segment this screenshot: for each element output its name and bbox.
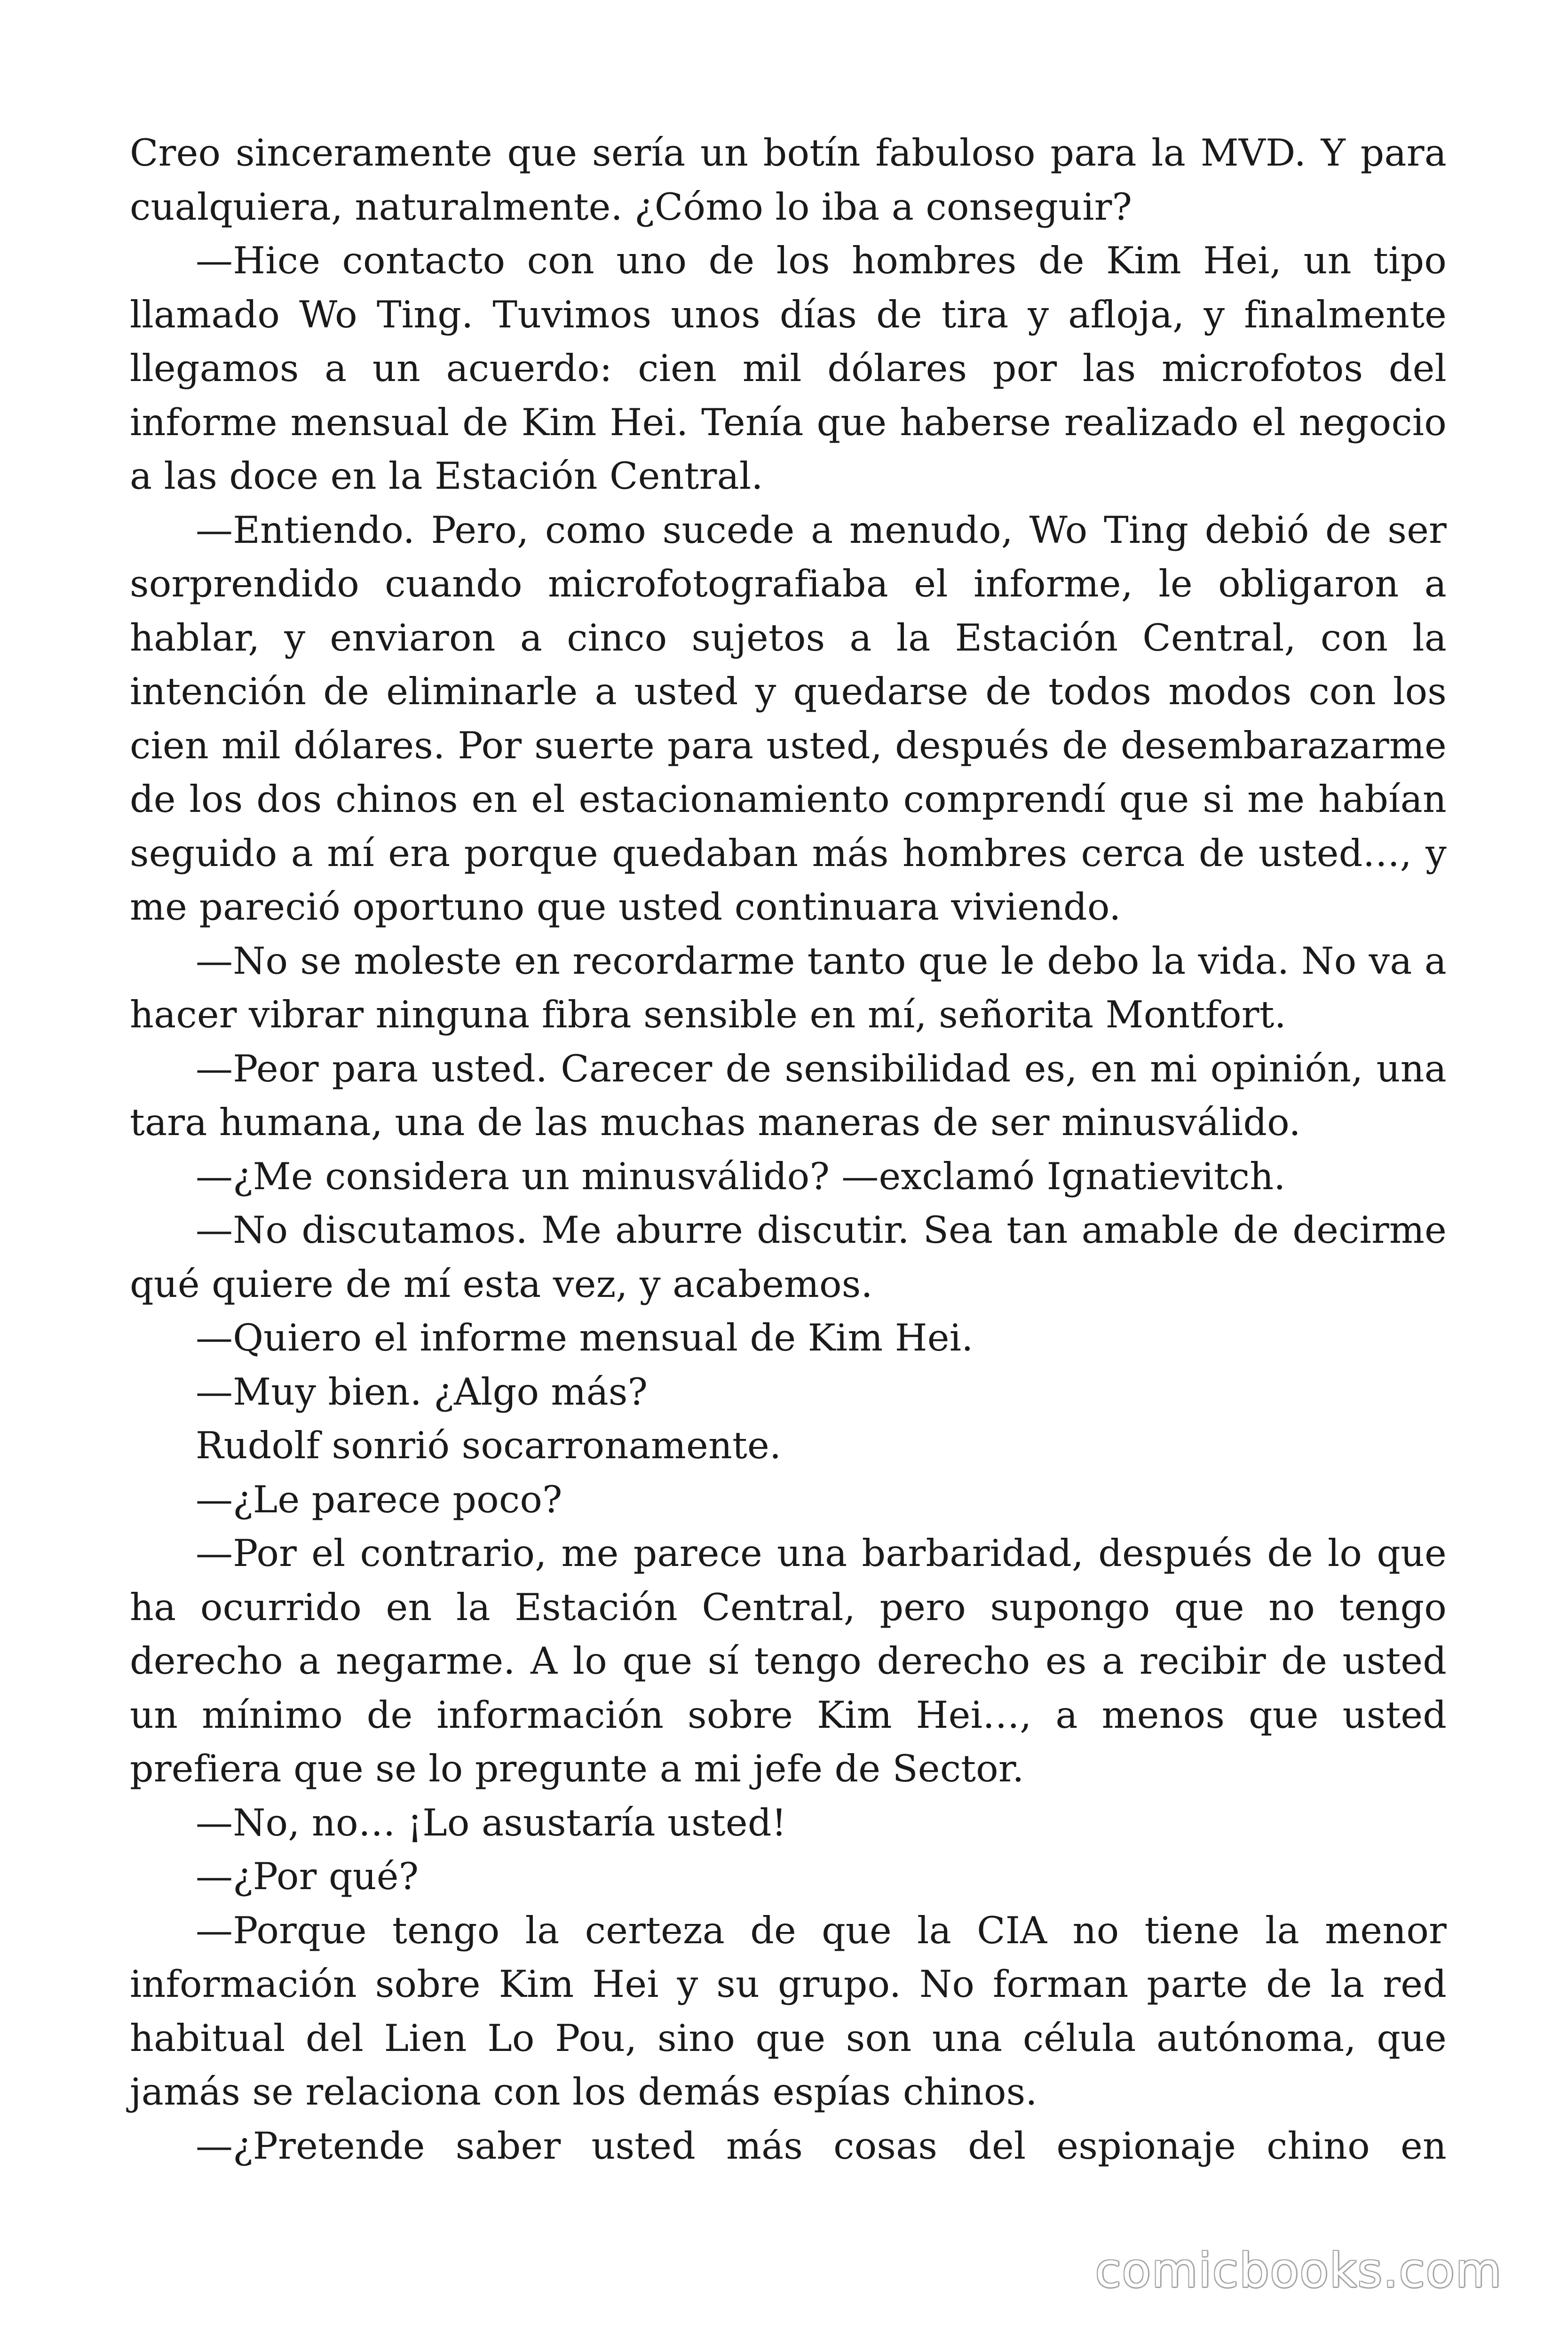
paragraph: —Por el contrario, me parece una barbaridad, después de lo que ha ocurrido en la Estación Central, pero supongo que no tengo derecho a negarme. A lo que sí tengo derecho es a recibir de usted un mínimo de información sobre Kim Hei…, a menos que usted prefiera que se lo pregunte a mi jefe de Sector.: [130, 1532, 1447, 1790]
page-body: [130, 126, 1447, 2173]
watermark: comicbooks.com: [1095, 2243, 1502, 2298]
paragraph: —No se moleste en recordarme tanto que le debo la vida. No va a hacer vibrar ninguna fibra sensible en mí, señorita Montfort.: [130, 939, 1447, 1036]
paragraph: —Hice contacto con uno de los hombres de Kim Hei, un tipo llamado Wo Ting. Tuvimos unos días de tira y afloja, y finalmente llegamos a un acuerdo: cien mil dólares por las microfotos del informe mensual de Kim Hei. Tenía que haberse realizado el negocio a las doce en la Estación Central.: [130, 239, 1447, 498]
paragraph: —¿Pretende saber usted más cosas del espionaje chino en: [196, 2124, 1447, 2168]
paragraph: —No discutamos. Me aburre discutir. Sea tan amable de decirme qué quiere de mí esta vez, y acabemos.: [130, 1208, 1447, 1306]
paragraph: —Muy bien. ¿Algo más?: [196, 1370, 648, 1414]
paragraph: —Peor para usted. Carecer de sensibilidad es, en mi opinión, una tara humana, una de las muchas maneras de ser minusválido.: [130, 1047, 1447, 1144]
paragraph: —Quiero el informe mensual de Kim Hei.: [196, 1316, 974, 1359]
paragraph: —Porque tengo la certeza de que la CIA no tiene la menor información sobre Kim Hei y su grupo. No forman parte de la red habitual del Lien Lo Pou, sino que son una célula autónoma, que jamás se relaciona con los demás espías chinos.: [130, 1908, 1447, 2114]
paragraph: Creo sinceramente que sería un botín fabuloso para la MVD. Y para cualquiera, naturalmente. ¿Cómo lo iba a conseguir?: [130, 131, 1447, 229]
paragraph: —¿Le parece poco?: [196, 1478, 562, 1521]
paragraph: Rudolf sonrió socarronamente.: [196, 1424, 782, 1467]
paragraph: —No, no… ¡Lo asustaría usted!: [196, 1801, 787, 1844]
paragraph: —Entiendo. Pero, como sucede a menudo, Wo Ting debió de ser sorprendido cuando microfotografiaba el informe, le obligaron a hablar, y enviaron a cinco sujetos a la Estación Central, con la intención de eliminarle a usted y quedarse de todos modos con los cien mil dólares. Por suerte para usted, después de desembarazarme de los dos chinos en el estacionamiento comprendí que si me habían seguido a mí era porque quedaban más hombres cerca de usted…, y me pareció oportuno que usted continuara viviendo.: [130, 508, 1447, 929]
paragraph: —¿Por qué?: [196, 1855, 419, 1898]
paragraph: —¿Me considera un minusválido? —exclamó Ignatievitch.: [196, 1154, 1286, 1198]
